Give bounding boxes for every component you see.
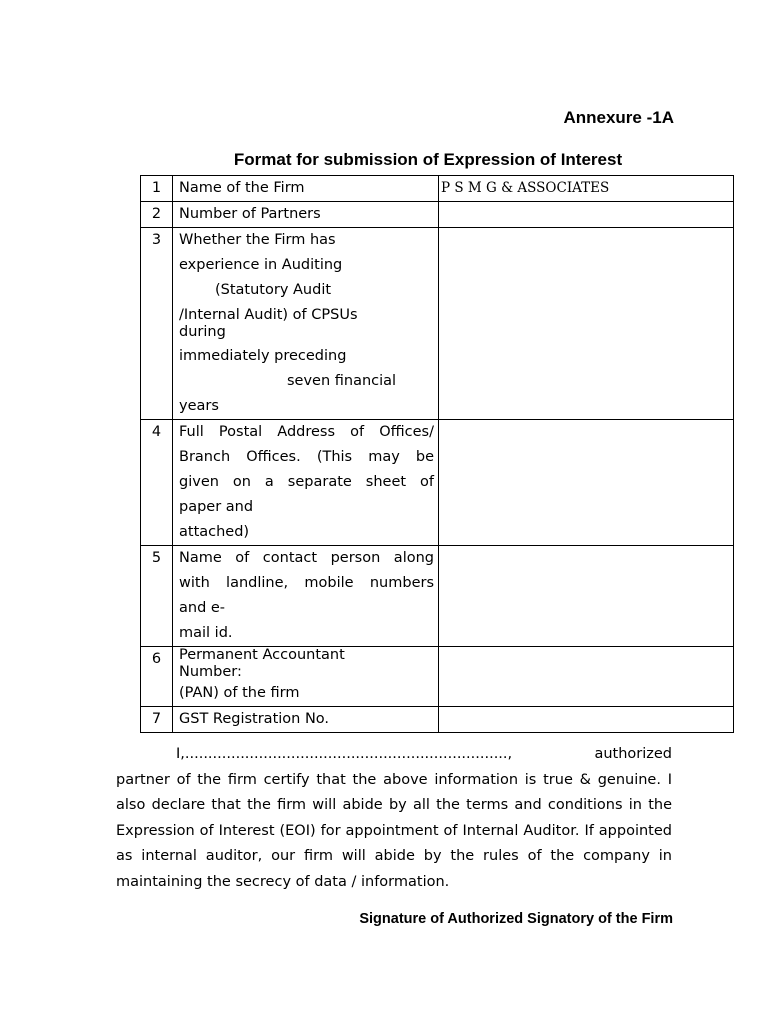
eoi-form-table: [140, 175, 734, 733]
label-line: Branch Offices. (This may be: [179, 449, 434, 465]
label-line: GST Registration No.: [179, 711, 330, 727]
field-label-experience: [173, 228, 439, 420]
label-line: mail id.: [179, 625, 233, 641]
row-number: 5: [141, 546, 173, 647]
signature-label: Signature of Authorized Signatory of the Firm: [359, 911, 673, 927]
row-number: 7: [141, 707, 173, 733]
label-line: paper and: [179, 499, 254, 515]
label-line: with landline, mobile numbers: [179, 575, 434, 591]
field-value-postal-address[interactable]: [439, 420, 734, 546]
label-line: Full Postal Address of Offices/: [179, 424, 434, 440]
table-row: [141, 228, 734, 420]
field-value-gst[interactable]: [439, 707, 734, 733]
field-value-contact-person[interactable]: [439, 546, 734, 647]
label-line: Number:: [179, 664, 242, 680]
declaration-body: partner of the firm certify that the above information is true & genuine. I also declare that the firm will abide by all the terms and conditions in the Expression of Interest (EOI) for appointment of Internal Auditor. If appointed as internal auditor, our firm will abide by the rules of the company in maintaining the secrecy of data / information.: [116, 771, 672, 890]
label-line: during: [179, 324, 226, 340]
declaration-paragraph: [116, 742, 672, 896]
label-line: Name of contact person along: [179, 550, 434, 566]
table-row: [141, 420, 734, 546]
row-number: 6: [141, 647, 173, 707]
annexure-label: Annexure -1A: [563, 108, 674, 127]
table-row: [141, 546, 734, 647]
field-value-experience[interactable]: [439, 228, 734, 420]
table-row: [141, 176, 734, 202]
table-row: [141, 707, 734, 733]
label-line: seven financial: [287, 373, 397, 389]
label-line: attached): [179, 524, 250, 540]
label-line: Name of the Firm: [179, 180, 305, 196]
label-line: years: [179, 398, 219, 414]
field-value-pan[interactable]: [439, 647, 734, 707]
form-title: Format for submission of Expression of Interest: [233, 150, 623, 169]
label-line: Number of Partners: [179, 206, 321, 222]
field-label-postal-address: [173, 420, 439, 546]
label-line: (PAN) of the firm: [179, 685, 300, 701]
label-line: Whether the Firm has: [179, 232, 336, 248]
row-number: 3: [141, 228, 173, 420]
label-line: immediately preceding: [179, 348, 347, 364]
label-line: /Internal Audit) of CPSUs: [179, 307, 358, 323]
field-label-firm-name: [173, 176, 439, 202]
row-number: 2: [141, 202, 173, 228]
label-line: and e-: [179, 600, 226, 616]
row-number: 4: [141, 420, 173, 546]
field-label-pan: [173, 647, 439, 707]
declaration-first-line: I,......................................................................, authorized: [176, 746, 672, 762]
table-row: [141, 647, 734, 707]
label-line: Permanent Accountant: [179, 647, 345, 663]
row-number: 1: [141, 176, 173, 202]
field-value-partners[interactable]: [439, 202, 734, 228]
field-value-firm-name[interactable]: P S M G & ASSOCIATES: [439, 176, 734, 202]
field-label-contact-person: [173, 546, 439, 647]
field-label-gst: [173, 707, 439, 733]
label-line: (Statutory Audit: [215, 282, 332, 298]
table-row: [141, 202, 734, 228]
label-line: given on a separate sheet of: [179, 474, 434, 490]
label-line: experience in Auditing: [179, 257, 343, 273]
field-label-partners: [173, 202, 439, 228]
